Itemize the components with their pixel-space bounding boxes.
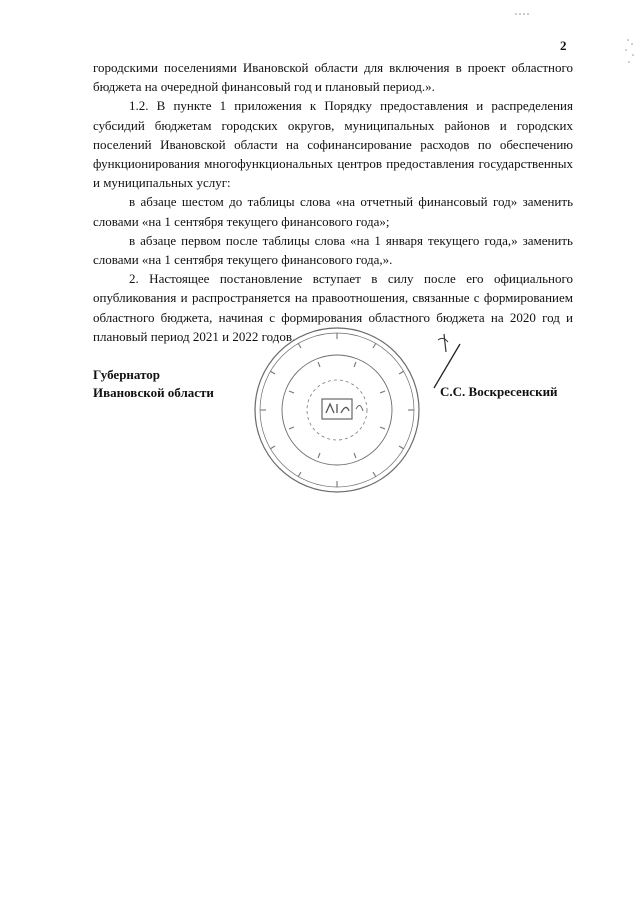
paragraph-item-1-2: 1.2. В пункте 1 приложения к Порядку предоставления и распределения субсидий бюджетам городских округов, муниципальных районов и городских поселений Ивановской области на софинансирование расходов по обеспечению функционирования многофункциональных центров предоставления государственных и муниципальных услуг: bbox=[93, 98, 573, 191]
signatory-title-line-1: Губернатор bbox=[93, 367, 161, 382]
official-seal bbox=[252, 325, 422, 495]
paragraph-amendment-1: в абзаце шестом до таблицы слова «на отчетный финансовый год» заменить словами «на 1 сентября текущего финансового года»; bbox=[93, 194, 573, 229]
signatory-title bbox=[93, 366, 214, 402]
page-number: 2 bbox=[560, 38, 567, 53]
handwritten-signature bbox=[430, 330, 470, 390]
signatory-title-line-2: Ивановской области bbox=[93, 385, 214, 400]
scan-noise-dots bbox=[622, 38, 636, 68]
paragraph-amendment-2: в абзаце первом после таблицы слова «на 1 января текущего года,» заменить словами «на 1 сентября текущего финансового года,». bbox=[93, 232, 573, 268]
paragraph-item-2: 2. Настоящее постановление вступает в силу после его официального опубликования и распространяется на правоотношения, связанные с формированием областного бюджета, начиная с формирования областного бюджета на 2020 год и плановый период 2021 и 2022 годов. bbox=[93, 271, 573, 344]
signatory-name: С.С. Воскресенский bbox=[440, 384, 558, 399]
document-body bbox=[93, 58, 573, 346]
scan-edge-mark bbox=[515, 12, 529, 16]
paragraph-continuation: городскими поселениями Ивановской области для включения в проект областного бюджета на очередной финансовый год и плановый период.». bbox=[93, 60, 573, 95]
